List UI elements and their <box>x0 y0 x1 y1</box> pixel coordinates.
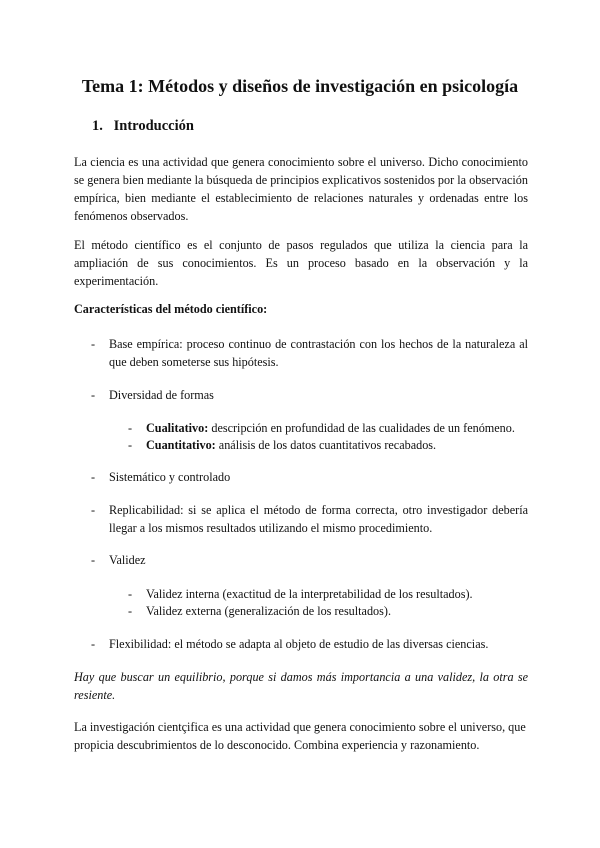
bullet-dash: - <box>128 587 133 601</box>
bullet-flexibility <box>91 635 528 653</box>
bullet-dash: - <box>91 503 96 517</box>
bullet-text: Replicabilidad: si se aplica el método de forma correcta, otro investigador debería llegar a los mismos resultados utilizando el mismo procedimiento. <box>109 503 528 535</box>
bullet-external-validity <box>128 602 528 620</box>
section-heading <box>92 116 194 136</box>
qualitative-text: descripción en profundidad de las cualidades de un fenómeno. <box>208 421 515 435</box>
closing-paragraph: La investigación cientçifica es una actividad que genera conocimiento sobre el universo, que propicia descubrimientos de lo desconocido. Combina experiencia y razonamiento. <box>74 720 526 752</box>
bullet-text: Flexibilidad: el método se adapta al objeto de estudio de las diversas ciencias. <box>109 637 489 651</box>
bullet-dash: - <box>128 604 133 618</box>
bullet-systematic <box>91 468 528 486</box>
bullet-dash: - <box>91 470 96 484</box>
quantitative-text: análisis de los datos cuantitativos recabados. <box>215 438 437 452</box>
bullet-diversity <box>91 386 528 404</box>
document-title: Tema 1: Métodos y diseños de investigación en psicología <box>81 76 519 96</box>
bullet-dash: - <box>91 388 96 402</box>
section-title: Introducción <box>113 118 194 134</box>
bullet-text: Validez <box>109 553 146 567</box>
bullet-dash: - <box>128 438 133 452</box>
bullet-qualitative <box>128 419 528 437</box>
qualitative-label: Cualitativo: <box>146 421 209 435</box>
bullet-dash: - <box>91 553 96 567</box>
bullet-text: Diversidad de formas <box>109 388 214 402</box>
paragraph-scientific-method: El método científico es el conjunto de pasos regulados que utiliza la ciencia para la ampliación de sus conocimientos. Es un proceso basado en la observación y la experimentación. <box>74 238 528 288</box>
bullet-text: Sistemático y controlado <box>109 470 231 484</box>
quantitative-label: Cuantitativo: <box>146 438 216 452</box>
bullet-dash: - <box>128 421 133 435</box>
bullet-text: Validez interna (exactitud de la interpretabilidad de los resultados). <box>146 587 473 601</box>
characteristics-heading: Características del método científico: <box>74 302 268 316</box>
bullet-replicability <box>91 501 528 537</box>
bullet-internal-validity <box>128 585 528 603</box>
bullet-text: Base empírica: proceso continuo de contrastación con los hechos de la naturaleza al que deben someterse sus hipótesis. <box>109 337 528 369</box>
bullet-dash: - <box>91 637 96 651</box>
italic-note: Hay que buscar un equilibrio, porque si damos más importancia a una validez, la otra se resiente. <box>74 670 528 702</box>
bullet-text: Validez externa (generalización de los resultados). <box>146 604 391 618</box>
bullet-text <box>146 436 528 454</box>
bullet-dash: - <box>91 337 96 351</box>
paragraph-science-definition: La ciencia es una actividad que genera conocimiento sobre el universo. Dicho conocimiento se genera bien mediante la búsqueda de principios explicativos sostenidos por la observación empírica, bien mediante el establecimiento de relaciones naturales y ordenadas entre los fenómenos observados. <box>74 155 528 223</box>
bullet-quantitative <box>128 436 528 454</box>
section-number: 1. <box>92 118 103 134</box>
bullet-text <box>146 419 528 437</box>
bullet-empirical-base <box>91 335 528 371</box>
bullet-validity <box>91 551 528 569</box>
